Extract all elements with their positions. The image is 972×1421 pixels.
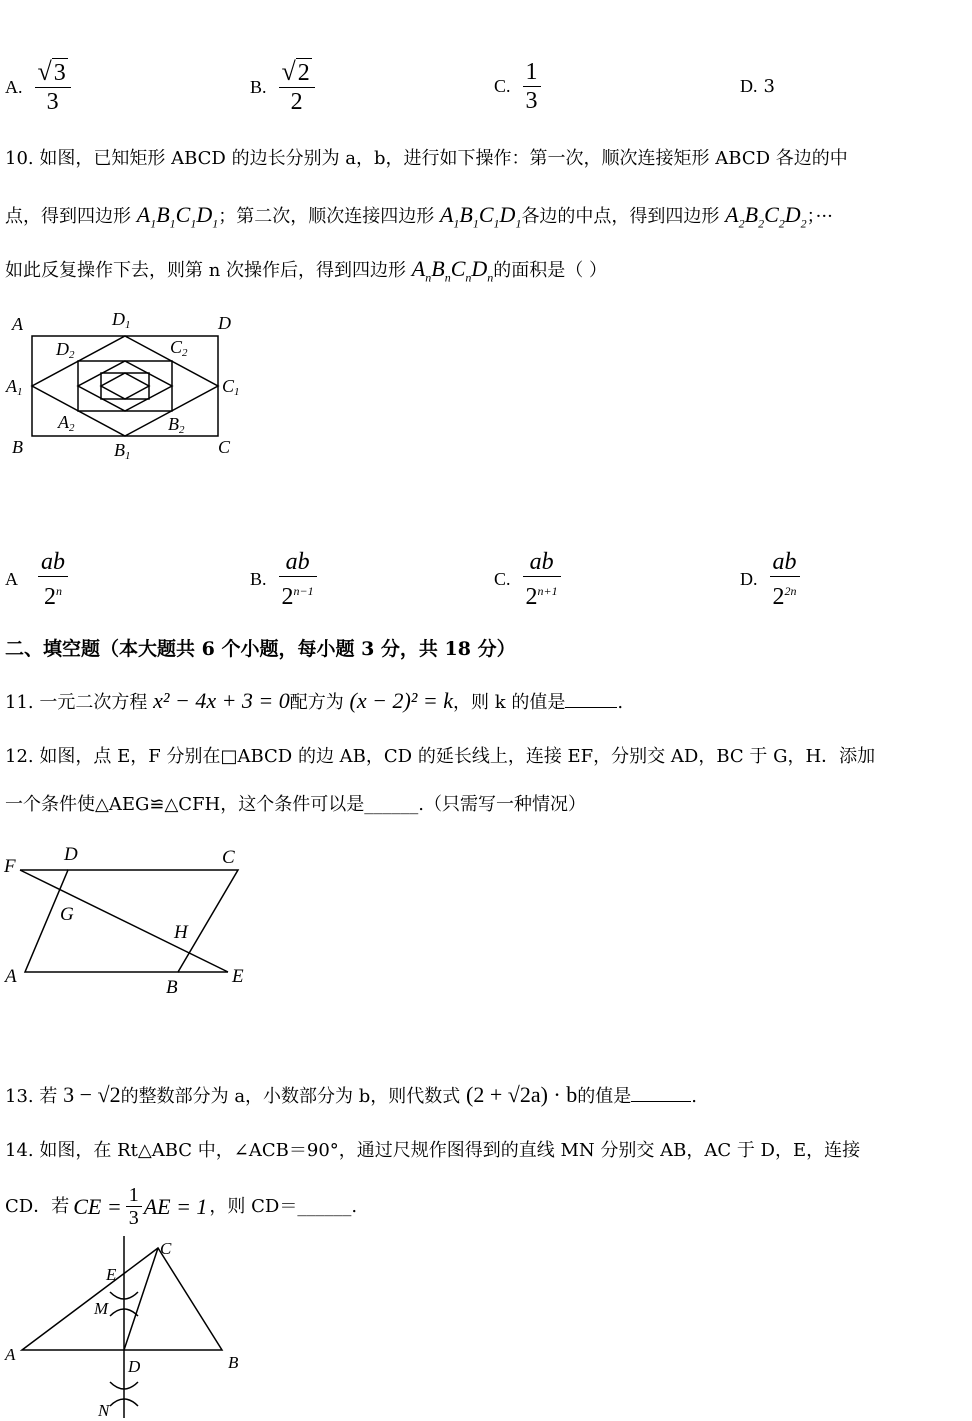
- choice-value: 3: [763, 76, 775, 97]
- label-B: B: [228, 1353, 239, 1372]
- label-C2: C2: [170, 337, 188, 359]
- label-C: C: [160, 1239, 172, 1258]
- q10-line2: 点，得到四边形 $A_1B_1C_1D_1$；第二次，顺次连接四边形 $A_1B_1C_1D_1$各边的中点，得到四边形 $A_2B_2C_2D_2$；···: [5, 202, 833, 231]
- choice-label: D.: [740, 76, 758, 96]
- label-A: A: [12, 314, 23, 334]
- label-B: B: [166, 977, 178, 998]
- label-D: D: [218, 313, 231, 333]
- expression: 3 − √2: [63, 1082, 121, 1107]
- quad-3: [78, 361, 172, 411]
- equation: (x − 2)² = k: [349, 688, 453, 713]
- label-E: E: [232, 966, 244, 987]
- q10-figure: [0, 300, 260, 470]
- parallelogram-abcd: [25, 870, 238, 972]
- fraction: √ 3 3: [35, 58, 71, 116]
- label-A2: A2: [58, 412, 75, 434]
- q9-choice-c: [494, 58, 541, 115]
- quad-4: [101, 373, 149, 399]
- label-M: M: [94, 1299, 109, 1318]
- expression: (2 + √2a) · b: [466, 1082, 578, 1107]
- q14-figure: [0, 1236, 260, 1421]
- q10-line1: 10. 如图，已知矩形 ABCD 的边长分别为 a，b，进行如下操作：第一次，顺次连接矩形 ABCD 各边的中: [5, 148, 848, 169]
- q10-choice-c: C. $\frac{ab}{2^{n+1}}$: [494, 548, 561, 611]
- quad-5: [101, 373, 149, 399]
- label-A: A: [5, 966, 17, 987]
- answer-blank[interactable]: [565, 691, 617, 708]
- label-C: C: [222, 847, 235, 868]
- segment-cd: [124, 1248, 158, 1350]
- label-B2: B2: [168, 414, 185, 436]
- label-G: G: [60, 904, 74, 925]
- label-D: D: [128, 1357, 141, 1376]
- q9-choice-b: [250, 58, 315, 116]
- q10-choice-a: A $\frac{ab}{2^n}$: [5, 548, 68, 611]
- answer-blank[interactable]: [631, 1085, 691, 1102]
- choice-label: C.: [494, 76, 511, 96]
- section-heading: 二、填空题（本大题共 6 个小题，每小题 3 分，共 18 分）: [5, 638, 516, 660]
- label-N: N: [98, 1401, 110, 1420]
- label-H: H: [174, 922, 188, 943]
- q10-line3: 如此反复操作下去，则第 n 次操作后，得到四边形 $A_nB_nC_nD_n$的面积是（ ）: [5, 256, 607, 285]
- segment-ef: [20, 870, 228, 972]
- label-F: F: [4, 856, 16, 877]
- q10-choice-b: B. $\frac{ab}{2^{n-1}}$: [250, 548, 317, 611]
- label-A: A: [5, 1345, 16, 1364]
- label-B1: B1: [114, 440, 131, 462]
- choice-label: A.: [5, 76, 23, 97]
- choice-label: B.: [250, 76, 267, 97]
- q12-line2: 一个条件使△AEG≌△CFH，这个条件可以是______.（只需写一种情况）: [5, 794, 586, 815]
- q9-choice-a: [5, 58, 71, 116]
- label-C: C: [218, 437, 231, 457]
- q9-choice-d: [740, 76, 775, 97]
- q11: 11. 一元二次方程 x² − 4x + 3 = 0配方为 (x − 2)² = k，则 k 的值是 .: [5, 688, 624, 713]
- label-D1: D1: [112, 309, 131, 331]
- fraction: $\frac{1}{3}$: [126, 1184, 142, 1229]
- label-D2: D2: [56, 339, 75, 361]
- equation: x² − 4x + 3 = 0: [153, 688, 290, 713]
- label-A1: A1: [6, 376, 23, 398]
- fraction: √ 2 2: [279, 58, 315, 116]
- q14-line1: 14. 如图，在 Rt△ABC 中，∠ACB＝90°，通过尺规作图得到的直线 MN 分别交 AB，AC 于 D，E，连接: [5, 1140, 861, 1161]
- q13: 13. 若 3 − √2的整数部分为 a，小数部分为 b，则代数式 (2 + √2a) · b的值是 .: [5, 1082, 697, 1107]
- label-E: E: [106, 1265, 117, 1284]
- q12-figure: [0, 840, 260, 1000]
- label-D: D: [64, 844, 78, 865]
- label-C1: C1: [222, 376, 240, 398]
- quad-a2b2c2d2: [78, 361, 172, 411]
- q12-line1: 12. 如图，点 E，F 分别在□ABCD 的边 AB，CD 的延长线上，连接 EF，分别交 AD，BC 于 G，H．添加: [5, 746, 876, 767]
- label-B: B: [12, 437, 23, 457]
- q10-choice-d: D. $\frac{ab}{2^{2n}}$: [740, 548, 800, 611]
- q14-line2: CD．若 CE = $\frac{1}{3}$ AE = 1 ，则 CD＝______.: [5, 1184, 358, 1229]
- fraction: $\frac{1}{3}$: [523, 58, 541, 115]
